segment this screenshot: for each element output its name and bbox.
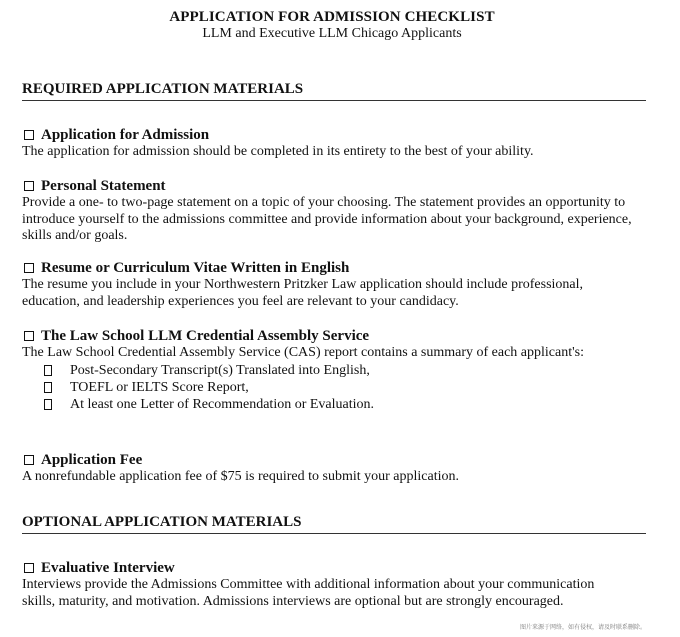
item-title: The Law School LLM Credential Assembly Service [41, 328, 370, 344]
item-description: A nonrefundable application fee of $75 is required to submit your application. [22, 469, 459, 484]
checkbox-icon [24, 455, 34, 465]
item-description: Provide a one- to two-page statement on a topic of your choosing. The statement provides an opportunity to introduce yourself to the admissions committee and provide information about your background, experience, skills and/or goals. [22, 195, 632, 243]
optional-section-heading: OPTIONAL APPLICATION MATERIALS [22, 514, 646, 534]
bullet-box-icon [44, 382, 52, 393]
item-description: The application for admission should be completed in its entirety to the best of your ability. [22, 144, 534, 159]
checkbox-icon [24, 331, 34, 341]
item-title: Personal Statement [41, 178, 166, 194]
checkbox-icon [24, 563, 34, 573]
list-item: At least one Letter of Recommendation or Evaluation. [22, 396, 662, 413]
checklist-item-fee [22, 451, 662, 486]
bullet-box-icon [44, 365, 52, 376]
checklist-item-application [22, 126, 662, 161]
bullet-box-icon [44, 399, 52, 410]
item-title: Application Fee [41, 452, 143, 468]
watermark-text: 图片来源于网络，如有侵权，请及时联系删除。 [519, 624, 646, 631]
cas-report-list [22, 362, 662, 413]
list-item: TOEFL or IELTS Score Report, [22, 379, 662, 396]
page-subtitle: LLM and Executive LLM Chicago Applicants [202, 26, 462, 41]
item-title: Application for Admission [41, 127, 210, 143]
checkbox-icon [24, 181, 34, 191]
list-item: Post-Secondary Transcript(s) Translated into English, [22, 362, 662, 379]
checkbox-icon [24, 130, 34, 140]
checkbox-icon [24, 263, 34, 273]
page-title: APPLICATION FOR ADMISSION CHECKLIST [169, 9, 495, 25]
checklist-item-interview [22, 559, 662, 610]
item-title: Evaluative Interview [41, 560, 175, 576]
item-title: Resume or Curriculum Vitae Written in English [41, 260, 350, 276]
item-description: The resume you include in your Northwestern Pritzker Law application should include professional, education, and leadership experiences you feel are relevant to your candidacy. [22, 277, 584, 309]
checklist-item-resume [22, 259, 662, 310]
item-description: The Law School Credential Assembly Service (CAS) report contains a summary of each applicant's: [22, 345, 584, 360]
checklist-item-cas [22, 327, 662, 413]
required-section-heading: REQUIRED APPLICATION MATERIALS [22, 81, 646, 101]
checklist-item-personal-statement [22, 177, 662, 245]
item-description: Interviews provide the Admissions Committee with additional information about your communication skills, maturity, and motivation. Admissions interviews are optional but are strongly encouraged. [22, 577, 595, 609]
